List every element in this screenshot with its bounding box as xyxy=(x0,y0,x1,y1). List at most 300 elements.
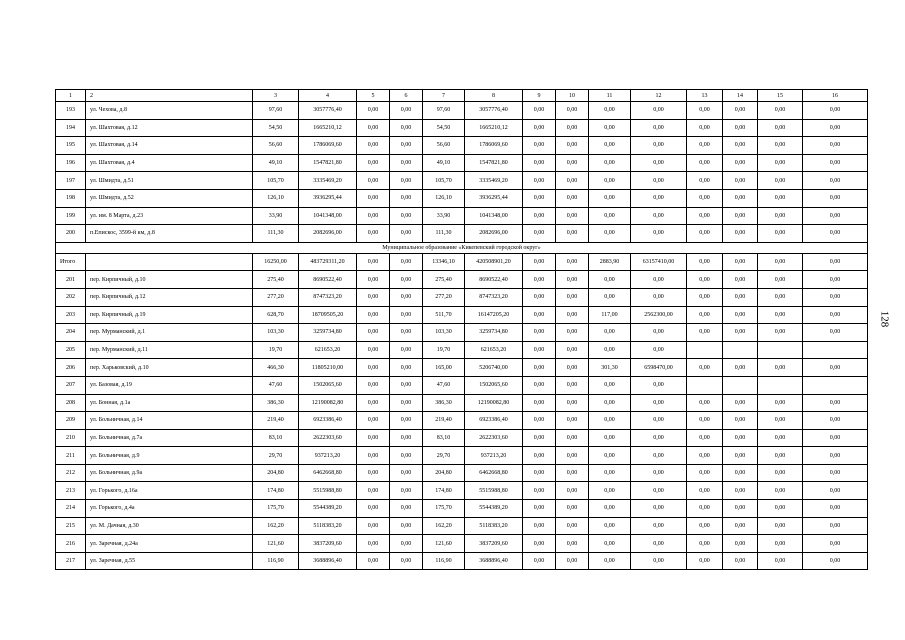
table-cell: 10 xyxy=(556,90,589,102)
table-cell: 0,00 xyxy=(803,535,868,553)
table-cell: 0,00 xyxy=(631,552,687,570)
table-cell: ул. Горького, д.4а xyxy=(86,500,253,518)
table-cell: 3936295,44 xyxy=(465,189,523,207)
table-cell: 0,00 xyxy=(631,394,687,412)
table-cell: 0,00 xyxy=(631,500,687,518)
table-cell: 0,00 xyxy=(723,306,758,324)
table-cell: 0,00 xyxy=(556,341,589,359)
table-cell: 0,00 xyxy=(390,189,423,207)
table-cell: 0,00 xyxy=(390,306,423,324)
table-cell: 0,00 xyxy=(589,394,631,412)
table-cell: 0,00 xyxy=(357,500,390,518)
table-row xyxy=(56,447,868,465)
table-cell: 0,00 xyxy=(758,412,803,430)
table-cell: 0,00 xyxy=(723,517,758,535)
table-cell: 0,00 xyxy=(357,464,390,482)
table-cell: 0,00 xyxy=(390,359,423,377)
table-cell: 0,00 xyxy=(523,189,556,207)
table-cell: 0,00 xyxy=(556,429,589,447)
table-cell xyxy=(758,341,803,359)
table-cell: 219,40 xyxy=(253,412,299,430)
table-cell: 0,00 xyxy=(631,535,687,553)
table-cell: 0,00 xyxy=(523,271,556,289)
table-cell: 0,00 xyxy=(589,271,631,289)
table-cell: 0,00 xyxy=(723,253,758,271)
table-cell: 0,00 xyxy=(631,288,687,306)
table-cell: 0,00 xyxy=(758,552,803,570)
table-cell: 197 xyxy=(56,172,86,190)
table-cell: 117,00 xyxy=(589,306,631,324)
table-cell: 0,00 xyxy=(803,429,868,447)
table-cell: 0,00 xyxy=(758,500,803,518)
table-cell: 11805210,00 xyxy=(299,359,357,377)
table-cell: 0,00 xyxy=(631,172,687,190)
table-cell: 0,00 xyxy=(758,225,803,243)
table-cell: 175,70 xyxy=(423,500,465,518)
table-cell: 0,00 xyxy=(803,306,868,324)
table-cell: 0,00 xyxy=(589,119,631,137)
table-cell: 0,00 xyxy=(687,535,723,553)
table-cell: 0,00 xyxy=(357,306,390,324)
table-cell xyxy=(723,376,758,394)
table-cell: 205 xyxy=(56,341,86,359)
table-cell: 202 xyxy=(56,288,86,306)
table-cell: 201 xyxy=(56,271,86,289)
table-cell: 193 xyxy=(56,102,86,120)
table-cell: 0,00 xyxy=(523,517,556,535)
table-cell: 0,00 xyxy=(758,429,803,447)
table-cell: 0,00 xyxy=(523,207,556,225)
table-cell: 0,00 xyxy=(589,288,631,306)
table-row xyxy=(56,154,868,172)
table-cell: 103,30 xyxy=(423,324,465,342)
table-cell: 0,00 xyxy=(523,288,556,306)
table-cell: 0,00 xyxy=(556,189,589,207)
table-cell: 1665210,12 xyxy=(299,119,357,137)
table-cell: 0,00 xyxy=(803,102,868,120)
table-cell: 0,00 xyxy=(390,271,423,289)
table-cell: 0,00 xyxy=(803,154,868,172)
table-cell: 162,20 xyxy=(253,517,299,535)
table-cell: 511,70 xyxy=(423,306,465,324)
table-cell: 5118383,20 xyxy=(299,517,357,535)
table-cell: 195 xyxy=(56,137,86,155)
table-cell: пер. Мурманский, д.1 xyxy=(86,324,253,342)
table-row xyxy=(56,172,868,190)
table-cell: 0,00 xyxy=(631,102,687,120)
table-cell: 0,00 xyxy=(556,376,589,394)
table-row xyxy=(56,412,868,430)
table-cell: 54,50 xyxy=(423,119,465,137)
table-cell: 5118383,20 xyxy=(465,517,523,535)
table-cell: 0,00 xyxy=(556,253,589,271)
table-cell: 219,40 xyxy=(423,412,465,430)
table-cell: 0,00 xyxy=(687,137,723,155)
table-cell: 8747323,20 xyxy=(465,288,523,306)
table-cell: 5544389,20 xyxy=(465,500,523,518)
table-cell: 11 xyxy=(589,90,631,102)
table-cell: 0,00 xyxy=(390,482,423,500)
table-cell: 0,00 xyxy=(631,154,687,172)
table-cell: 0,00 xyxy=(803,119,868,137)
table-cell: 0,00 xyxy=(687,102,723,120)
table-cell: 19,70 xyxy=(423,341,465,359)
table-cell: 1502065,60 xyxy=(465,376,523,394)
table-cell: 0,00 xyxy=(357,447,390,465)
table-cell: 0,00 xyxy=(687,288,723,306)
table-cell: ул. Заречная, д.24а xyxy=(86,535,253,553)
table-cell: 0,00 xyxy=(523,482,556,500)
table-cell: пер. Кирпичный, д.12 xyxy=(86,288,253,306)
table-cell: ул. Шмидта, д.51 xyxy=(86,172,253,190)
table-cell: 0,00 xyxy=(523,324,556,342)
table-cell: 0,00 xyxy=(357,189,390,207)
table-cell: 0,00 xyxy=(758,172,803,190)
table-cell: 0,00 xyxy=(687,500,723,518)
table-cell: 0,00 xyxy=(803,137,868,155)
table-cell: 0,00 xyxy=(758,447,803,465)
table-cell: 1665210,12 xyxy=(465,119,523,137)
table-cell: 5515988,80 xyxy=(299,482,357,500)
table-cell: 0,00 xyxy=(390,429,423,447)
table-cell: 275,40 xyxy=(253,271,299,289)
table-cell: 0,00 xyxy=(556,288,589,306)
table-cell: 15 xyxy=(758,90,803,102)
table-cell: 0,00 xyxy=(556,102,589,120)
table-cell: 9 xyxy=(523,90,556,102)
table-cell: 0,00 xyxy=(390,535,423,553)
table-cell: 0,00 xyxy=(758,189,803,207)
table-row xyxy=(56,119,868,137)
table-cell: 0,00 xyxy=(357,429,390,447)
table-cell: 0,00 xyxy=(803,500,868,518)
table-cell: 3688896,40 xyxy=(465,552,523,570)
table-cell: 54,50 xyxy=(253,119,299,137)
table-cell: 214 xyxy=(56,500,86,518)
table-cell: 210 xyxy=(56,429,86,447)
table-cell: 3936295,44 xyxy=(299,189,357,207)
table-cell: 208 xyxy=(56,394,86,412)
table-cell: 0,00 xyxy=(723,137,758,155)
table-cell: 275,40 xyxy=(423,271,465,289)
table-cell: 0,00 xyxy=(803,412,868,430)
table-cell: 0,00 xyxy=(357,288,390,306)
table-cell: 0,00 xyxy=(357,119,390,137)
table-cell: 0,00 xyxy=(723,464,758,482)
table-cell xyxy=(758,376,803,394)
table-cell: 0,00 xyxy=(390,102,423,120)
table-cell: 0,00 xyxy=(523,172,556,190)
table-cell: 198 xyxy=(56,189,86,207)
table-cell: пер. Харьковский, д.10 xyxy=(86,359,253,377)
table-cell: 0,00 xyxy=(556,119,589,137)
table-row xyxy=(56,341,868,359)
table-cell: 0,00 xyxy=(357,376,390,394)
table-cell: 2 xyxy=(86,90,253,102)
table-row xyxy=(56,288,868,306)
table-cell: ул. им. 8 Марта, д.23 xyxy=(86,207,253,225)
table-cell: 0,00 xyxy=(803,359,868,377)
table-cell: 0,00 xyxy=(556,306,589,324)
table-cell: 0,00 xyxy=(390,376,423,394)
table-cell: 0,00 xyxy=(758,207,803,225)
table-cell: 212 xyxy=(56,464,86,482)
table-cell: 0,00 xyxy=(589,376,631,394)
table-cell: 16 xyxy=(803,90,868,102)
table-cell: 6598470,00 xyxy=(631,359,687,377)
table-cell: 0,00 xyxy=(556,394,589,412)
table-row xyxy=(56,535,868,553)
table-row xyxy=(56,482,868,500)
table-row xyxy=(56,517,868,535)
table-cell: 5 xyxy=(357,90,390,102)
table-cell: 386,30 xyxy=(253,394,299,412)
table-cell: 1547821,80 xyxy=(465,154,523,172)
table-cell: 0,00 xyxy=(390,137,423,155)
table-cell: 277,20 xyxy=(423,288,465,306)
table-cell: 0,00 xyxy=(723,189,758,207)
table-cell: 0,00 xyxy=(687,225,723,243)
table-cell: 0,00 xyxy=(523,376,556,394)
table-cell: 0,00 xyxy=(687,429,723,447)
table-cell: 200 xyxy=(56,225,86,243)
table-row xyxy=(56,359,868,377)
table-cell: 0,00 xyxy=(390,225,423,243)
table-cell: 0,00 xyxy=(589,447,631,465)
table-cell: 0,00 xyxy=(687,482,723,500)
table-cell: 0,00 xyxy=(390,552,423,570)
table-cell: 0,00 xyxy=(556,324,589,342)
table-cell: 0,00 xyxy=(687,412,723,430)
table-cell: 6 xyxy=(390,90,423,102)
table-cell: 937213,20 xyxy=(299,447,357,465)
table-cell: 211 xyxy=(56,447,86,465)
table-cell: 0,00 xyxy=(631,464,687,482)
table-cell: 0,00 xyxy=(523,137,556,155)
table-cell: 0,00 xyxy=(631,225,687,243)
table-cell: 16147205,20 xyxy=(465,306,523,324)
table-cell: 0,00 xyxy=(523,552,556,570)
table-cell: ул. Больничная, д.9а xyxy=(86,464,253,482)
table-cell: 14 xyxy=(723,90,758,102)
table-cell: 97,60 xyxy=(253,102,299,120)
table-cell: 116,90 xyxy=(423,552,465,570)
table-cell: 0,00 xyxy=(631,429,687,447)
table-cell: 63157410,00 xyxy=(631,253,687,271)
table-cell: 0,00 xyxy=(390,447,423,465)
table-cell: 0,00 xyxy=(357,137,390,155)
table-cell: 0,00 xyxy=(357,359,390,377)
table-cell: 0,00 xyxy=(631,376,687,394)
table-cell: 0,00 xyxy=(758,394,803,412)
table-cell: 204 xyxy=(56,324,86,342)
table-cell: 277,20 xyxy=(253,288,299,306)
table-cell: 483729311,20 xyxy=(299,253,357,271)
table-cell: 0,00 xyxy=(556,154,589,172)
table-cell: 204,80 xyxy=(253,464,299,482)
table-cell: 0,00 xyxy=(758,253,803,271)
table-cell: 83,10 xyxy=(423,429,465,447)
table-cell: 0,00 xyxy=(803,552,868,570)
table-cell: 216 xyxy=(56,535,86,553)
table-cell: 5206740,00 xyxy=(465,359,523,377)
table-cell: 0,00 xyxy=(589,517,631,535)
table-cell: 0,00 xyxy=(556,359,589,377)
table-cell: 0,00 xyxy=(589,412,631,430)
table-cell: 0,00 xyxy=(390,207,423,225)
table-cell: 204,80 xyxy=(423,464,465,482)
table-cell: 47,60 xyxy=(253,376,299,394)
table-cell: 29,70 xyxy=(423,447,465,465)
table-cell: 7 xyxy=(423,90,465,102)
table-cell: 2622303,60 xyxy=(299,429,357,447)
table-cell: 0,00 xyxy=(687,359,723,377)
table-cell: 1547821,80 xyxy=(299,154,357,172)
table-cell: 0,00 xyxy=(556,207,589,225)
table-cell: 1786069,60 xyxy=(299,137,357,155)
table-cell: 0,00 xyxy=(687,394,723,412)
table-cell: Итого xyxy=(56,253,86,271)
table-cell: 0,00 xyxy=(589,207,631,225)
table-cell: 0,00 xyxy=(758,324,803,342)
table-cell: ул. М. Дачная, д.30 xyxy=(86,517,253,535)
table-cell: 6462668,80 xyxy=(465,464,523,482)
table-cell: 0,00 xyxy=(687,172,723,190)
table-cell: 0,00 xyxy=(556,552,589,570)
table-cell: 8690522,40 xyxy=(465,271,523,289)
table-cell: 8690522,40 xyxy=(299,271,357,289)
table-cell: 0,00 xyxy=(803,394,868,412)
table-cell: ул. Базовая, д.19 xyxy=(86,376,253,394)
table-cell: 3259734,80 xyxy=(465,324,523,342)
section-row xyxy=(56,242,868,253)
table-cell: 0,00 xyxy=(723,288,758,306)
table-cell: 0,00 xyxy=(631,412,687,430)
table-cell: ул. Чехова, д.8 xyxy=(86,102,253,120)
table-cell: 0,00 xyxy=(523,119,556,137)
table-cell: 56,60 xyxy=(253,137,299,155)
table-cell: 0,00 xyxy=(357,102,390,120)
table-cell: 0,00 xyxy=(390,154,423,172)
table-cell: 621653,20 xyxy=(465,341,523,359)
table-cell: 175,70 xyxy=(253,500,299,518)
table-cell: 8747323,20 xyxy=(299,288,357,306)
table-cell: 0,00 xyxy=(631,119,687,137)
table-cell: 0,00 xyxy=(803,207,868,225)
table-cell: 6923386,40 xyxy=(465,412,523,430)
table-cell xyxy=(803,376,868,394)
table-cell: 199 xyxy=(56,207,86,225)
table-cell: 0,00 xyxy=(357,341,390,359)
table-cell: 3335469,20 xyxy=(299,172,357,190)
table-cell: 121,60 xyxy=(253,535,299,553)
table-cell: 0,00 xyxy=(758,482,803,500)
table-cell: пер. Мурманский, д.11 xyxy=(86,341,253,359)
table-cell: 105,70 xyxy=(423,172,465,190)
table-cell: 8 xyxy=(465,90,523,102)
table-cell: 33,90 xyxy=(423,207,465,225)
table-cell: ул. Больничная, д.7а xyxy=(86,429,253,447)
table-cell: 126,10 xyxy=(423,189,465,207)
table-cell: 0,00 xyxy=(723,359,758,377)
table-cell: 126,10 xyxy=(253,189,299,207)
table-cell: ул. Горького, д.16а xyxy=(86,482,253,500)
table-cell: 0,00 xyxy=(523,500,556,518)
table-cell: 301,30 xyxy=(589,359,631,377)
table-cell: 0,00 xyxy=(390,517,423,535)
table-cell: 3057776,40 xyxy=(299,102,357,120)
table-row xyxy=(56,306,868,324)
table-cell: 0,00 xyxy=(723,119,758,137)
table-cell: 2883,90 xyxy=(589,253,631,271)
table-cell: 0,00 xyxy=(687,271,723,289)
table-cell: 420508901,20 xyxy=(465,253,523,271)
table-cell: п.Епискос, 3599-й км, д.8 xyxy=(86,225,253,243)
table-cell: 0,00 xyxy=(758,154,803,172)
table-cell: 0,00 xyxy=(723,271,758,289)
table-cell: 0,00 xyxy=(631,271,687,289)
table-cell: 2082696,00 xyxy=(299,225,357,243)
table-cell: ул. Шахтовая, д.14 xyxy=(86,137,253,155)
table-cell: 0,00 xyxy=(687,189,723,207)
table-cell: 0,00 xyxy=(723,225,758,243)
table-cell: 0,00 xyxy=(523,464,556,482)
table-cell: 47,60 xyxy=(423,376,465,394)
table-cell: 13346,10 xyxy=(423,253,465,271)
table-cell: 0,00 xyxy=(803,464,868,482)
section-title: Муниципальное образование «Кикепевский городской округ» xyxy=(56,242,868,253)
table-cell: 207 xyxy=(56,376,86,394)
table-row xyxy=(56,189,868,207)
table-row xyxy=(56,324,868,342)
table-row xyxy=(56,376,868,394)
table-cell: 0,00 xyxy=(723,207,758,225)
table-cell: 215 xyxy=(56,517,86,535)
table-cell: 0,00 xyxy=(631,341,687,359)
table-cell: 0,00 xyxy=(357,271,390,289)
table-cell: 0,00 xyxy=(803,288,868,306)
table-cell: 0,00 xyxy=(523,102,556,120)
table-row xyxy=(56,271,868,289)
table-cell: 6462668,80 xyxy=(299,464,357,482)
table-cell: 0,00 xyxy=(687,154,723,172)
table-cell: 0,00 xyxy=(390,324,423,342)
table-cell: 0,00 xyxy=(357,207,390,225)
table-cell: 0,00 xyxy=(589,464,631,482)
table-cell: 0,00 xyxy=(631,189,687,207)
table-cell: 0,00 xyxy=(723,482,758,500)
table-cell: 0,00 xyxy=(758,271,803,289)
table-cell: 174,80 xyxy=(253,482,299,500)
table-cell: 209 xyxy=(56,412,86,430)
table-cell: ул. Заречная, д.55 xyxy=(86,552,253,570)
table-row xyxy=(56,394,868,412)
table-cell: 162,20 xyxy=(423,517,465,535)
document-table xyxy=(55,89,868,570)
table-cell: 0,00 xyxy=(758,119,803,137)
table-cell: 0,00 xyxy=(556,447,589,465)
table-cell: 0,00 xyxy=(758,288,803,306)
table-cell: 0,00 xyxy=(357,517,390,535)
table-cell: 628,70 xyxy=(253,306,299,324)
table-cell: 0,00 xyxy=(357,253,390,271)
table-cell: 0,00 xyxy=(723,102,758,120)
table-cell: 0,00 xyxy=(523,429,556,447)
table-cell: 2562300,00 xyxy=(631,306,687,324)
table-cell: 0,00 xyxy=(723,429,758,447)
table-cell: 203 xyxy=(56,306,86,324)
table-cell: 0,00 xyxy=(390,500,423,518)
